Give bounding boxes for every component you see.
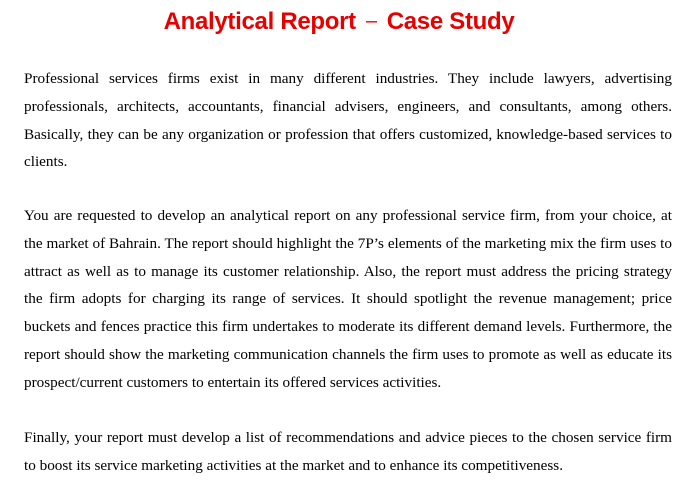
paragraph-intro: Professional services firms exist in many different industries. They include lawyers, advertising professionals, architects, accountants, financial advisers, engineers, and consultants, among others. Basically, they can be any organization or profession that offers customized, knowledge-based services to clients.: [24, 70, 672, 171]
paragraph-requirements: You are requested to develop an analytical report on any professional service firm, from your choice, at the market of Bahrain. The report should highlight the 7P’s elements of the marketing mix the firm uses to attract as well as to manage its customer relationship. Also, the report must address the pricing strategy the firm adopts for charging its range of services. It should spotlight the revenue management; price buckets and fences practice this firm undertakes to moderate its different demand levels. Furthermore, the report should show the marketing communication channels the firm uses to promote as well as educate its prospect/current customers to entertain its offered services activities.: [24, 207, 672, 391]
page-title: [0, 7, 678, 38]
title-sub: Case Study: [386, 8, 515, 35]
paragraph-recommendations: Finally, your report must develop a list of recommendations and advice pieces to the chosen service firm to boost its service marketing activities at the market and to enhance its competitiveness.: [24, 429, 672, 474]
title-dash: –: [365, 10, 377, 32]
title-main: Analytical Report: [163, 8, 356, 35]
